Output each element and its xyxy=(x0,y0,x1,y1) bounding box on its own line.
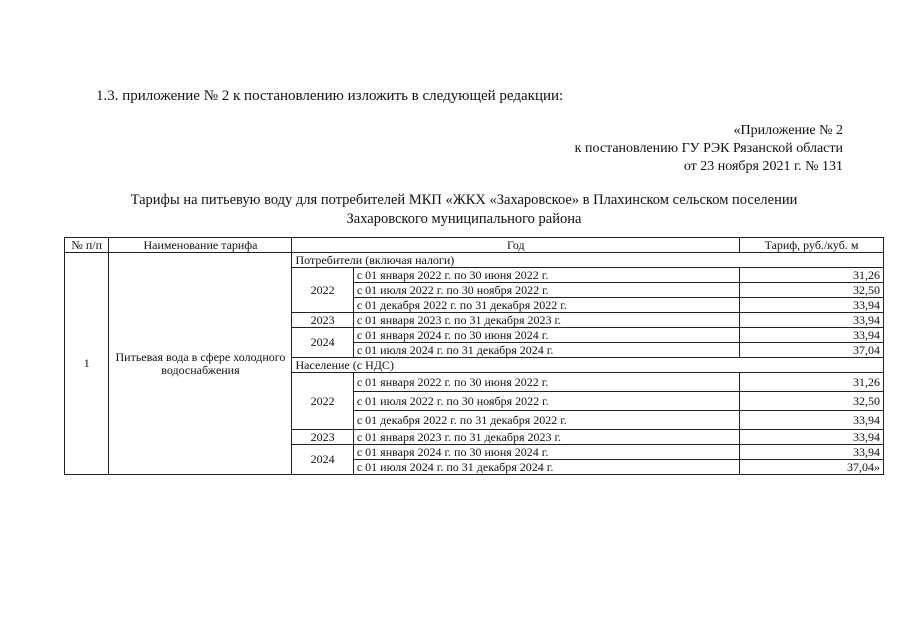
tariff-value: 33,94 xyxy=(740,430,884,445)
header-year: Год xyxy=(292,238,740,253)
period-cell: с 01 июля 2022 г. по 30 ноября 2022 г. xyxy=(353,283,739,298)
tariff-name: Питьевая вода в сфере холодного водоснабжения xyxy=(109,253,292,475)
period-cell: с 01 января 2023 г. по 31 декабря 2023 г. xyxy=(353,430,739,445)
year-cell: 2023 xyxy=(292,430,353,445)
period-cell: с 01 декабря 2022 г. по 31 декабря 2022 г. xyxy=(353,298,739,313)
year-cell: 2023 xyxy=(292,313,353,328)
header-tariff: Тариф, руб./куб. м xyxy=(740,238,884,253)
tariff-value: 33,94 xyxy=(740,411,884,430)
period-cell: с 01 января 2022 г. по 30 июня 2022 г. xyxy=(353,268,739,283)
appendix-line-1: «Приложение № 2 xyxy=(733,123,843,138)
tariff-value: 32,50 xyxy=(740,392,884,411)
tariff-value: 33,94 xyxy=(740,328,884,343)
table-row xyxy=(65,253,884,268)
year-cell: 2024 xyxy=(292,328,353,358)
tariff-value: 31,26 xyxy=(740,373,884,392)
header-name: Наименование тарифа xyxy=(109,238,292,253)
appendix-line-3: от 23 ноября 2021 г. № 131 xyxy=(683,159,843,174)
tariff-table xyxy=(64,237,884,475)
header-num: № п/п xyxy=(65,238,109,253)
period-cell: с 01 июля 2024 г. по 31 декабря 2024 г. xyxy=(353,343,739,358)
document-title xyxy=(64,191,864,229)
intro-paragraph: 1.3. приложение № 2 к постановлению изложить в следующей редакции: xyxy=(96,88,564,104)
tariff-value: 31,26 xyxy=(740,268,884,283)
period-cell: с 01 декабря 2022 г. по 31 декабря 2022 г. xyxy=(353,411,739,430)
period-cell: с 01 июля 2024 г. по 31 декабря 2024 г. xyxy=(353,460,739,475)
tariff-value: 33,94 xyxy=(740,313,884,328)
year-cell: 2024 xyxy=(292,445,353,475)
period-cell: с 01 июля 2022 г. по 30 ноября 2022 г. xyxy=(353,392,739,411)
group-label: Потребители (включая налоги) xyxy=(292,253,884,268)
tariff-value: 33,94 xyxy=(740,445,884,460)
tariff-value: 33,94 xyxy=(740,298,884,313)
period-cell: с 01 января 2024 г. по 30 июня 2024 г. xyxy=(353,445,739,460)
row-number: 1 xyxy=(65,253,109,475)
group-label: Население (с НДС) xyxy=(292,358,884,373)
period-cell: с 01 января 2023 г. по 31 декабря 2023 г. xyxy=(353,313,739,328)
period-cell: с 01 января 2022 г. по 30 июня 2022 г. xyxy=(353,373,739,392)
title-line-2: Захаровского муниципального района xyxy=(346,211,582,227)
table-header-row xyxy=(65,238,884,253)
appendix-reference xyxy=(575,122,843,176)
title-line-1: Тарифы на питьевую воду для потребителей МКП «ЖКХ «Захаровское» в Плахинском сельском поселении xyxy=(130,192,798,208)
tariff-value: 32,50 xyxy=(740,283,884,298)
tariff-value: 37,04» xyxy=(740,460,884,475)
period-cell: с 01 января 2024 г. по 30 июня 2024 г. xyxy=(353,328,739,343)
appendix-line-2: к постановлению ГУ РЭК Рязанской области xyxy=(574,141,843,156)
year-cell: 2022 xyxy=(292,268,353,313)
year-cell: 2022 xyxy=(292,373,353,430)
tariff-value: 37,04 xyxy=(740,343,884,358)
